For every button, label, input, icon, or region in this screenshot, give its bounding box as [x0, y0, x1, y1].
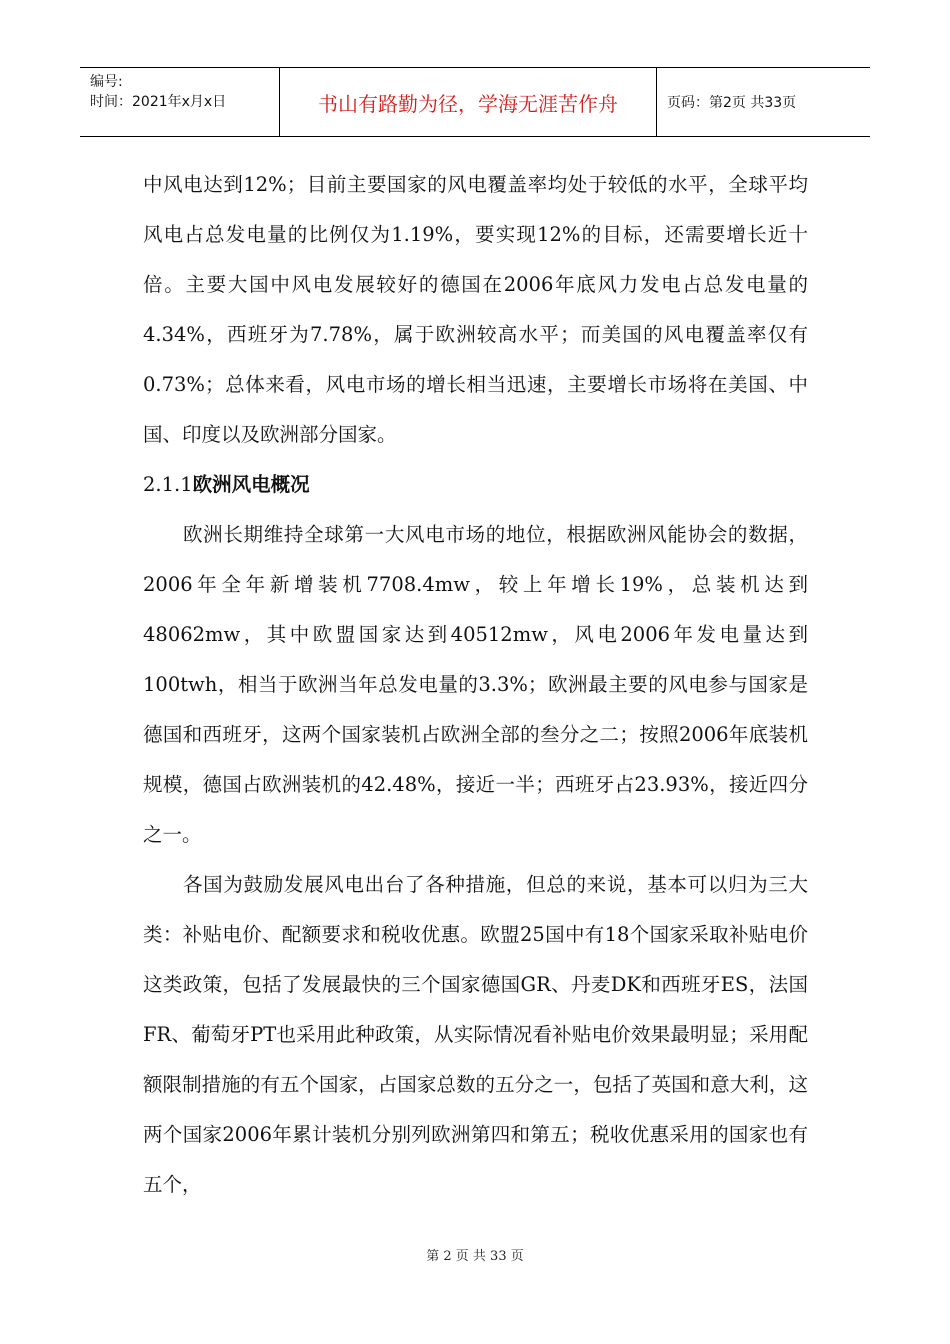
document-body: [143, 160, 808, 1210]
paragraph-1: 中风电达到12%；目前主要国家的风电覆盖率均处于较低的水平，全球平均风电占总发电量的比例仅为1.19%，要实现12%的目标，还需要增长近十倍。主要大国中风电发展较好的德国在2006年底风力发电占总发电量的4.34%，西班牙为7.78%，属于欧洲较高水平；而美国的风电覆盖率仅有0.73%；总体来看，风电市场的增长相当迅速，主要增长市场将在美国、中国、印度以及欧洲部分国家。: [143, 173, 808, 446]
page-header: [80, 67, 870, 137]
header-meta: [80, 68, 280, 136]
section-number: 2.1.1: [143, 473, 193, 496]
document-number-label: 编号:: [90, 74, 123, 90]
section-title: 欧洲风电概况: [192, 473, 310, 496]
document-time: 时间：2021年x月x日: [90, 94, 227, 110]
page-footer: 第 2 页 共 33 页: [426, 1249, 524, 1264]
paragraph-3: 各国为鼓励发展风电出台了各种措施，但总的来说，基本可以归为三大类：补贴电价、配额要求和税收优惠。欧盟25国中有18个国家采取补贴电价这类政策，包括了发展最快的三个国家德国GR、丹麦DK和西班牙ES，法国FR、葡萄牙PT也采用此种政策，从实际情况看补贴电价效果最明显；采用配额限制措施的有五个国家，占国家总数的五分之一，包括了英国和意大利，这两个国家2006年累计装机分别列欧洲第四和第五；税收优惠采用的国家也有五个，: [143, 873, 808, 1196]
header-slogan: 书山有路勤为径，学海无涯苦作舟: [280, 68, 657, 136]
section-heading: [143, 460, 808, 510]
paragraph-2: 欧洲长期维持全球第一大风电市场的地位，根据欧洲风能协会的数据，2006年全年新增装机7708.4mw，较上年增长19%，总装机达到48062mw，其中欧盟国家达到40512mw，风电2006年发电量达到100twh，相当于欧洲当年总发电量的3.3%；欧洲最主要的风电参与国家是德国和西班牙，这两个国家装机占欧洲全部的叁分之二；按照2006年底装机规模，德国占欧洲装机的42.48%，接近一半；西班牙占23.93%，接近四分之一。: [143, 523, 808, 846]
header-page-info: 页码：第2页 共33页: [667, 95, 797, 111]
